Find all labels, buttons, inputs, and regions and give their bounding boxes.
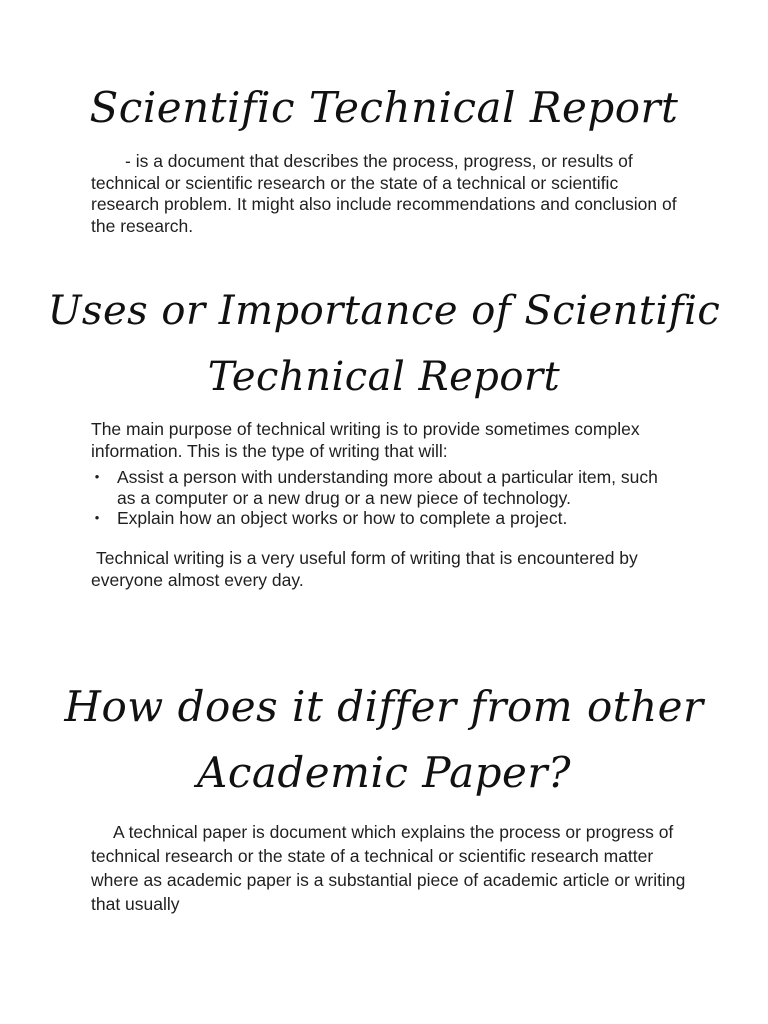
bullet-marker: • [94, 510, 100, 525]
uses-bullet-list [91, 467, 671, 529]
definition-text: - is a document that describes the process, progress, or results of technical or scientific research or the state of a technical or scientific research problem. It might also include recommendations and conclusion of the research. [91, 151, 677, 236]
heading-uses-importance-line1: Uses or Importance of Scientific [47, 288, 721, 334]
bullet-marker: • [94, 469, 100, 484]
list-item [91, 467, 671, 508]
list-item-text: Explain how an object works or how to complete a project. [117, 508, 568, 528]
closing-text: Technical writing is a very useful form of writing that is encountered by everyone almost every day. [91, 548, 638, 590]
list-item [91, 508, 671, 529]
definition-paragraph [91, 151, 691, 237]
difference-text: A technical paper is document which explains the process or progress of technical research or the state of a technical or scientific research matter where as academic paper is a substantial piece of academic article or writing that usually [91, 822, 686, 914]
heading-differ-line2: Academic Paper? [196, 748, 571, 797]
closing-paragraph [91, 548, 691, 591]
title-scientific-technical-report: Scientific Technical Report [89, 83, 679, 132]
difference-paragraph [91, 820, 691, 916]
heading-uses-importance-line2: Technical Report [207, 354, 561, 400]
list-item-text: Assist a person with understanding more about a particular item, such as a computer or a new drug or a new piece of technology. [117, 467, 658, 508]
heading-differ-line1: How does it differ from other [64, 682, 704, 731]
purpose-paragraph: The main purpose of technical writing is to provide sometimes complex information. This is the type of writing that will: [91, 419, 640, 461]
